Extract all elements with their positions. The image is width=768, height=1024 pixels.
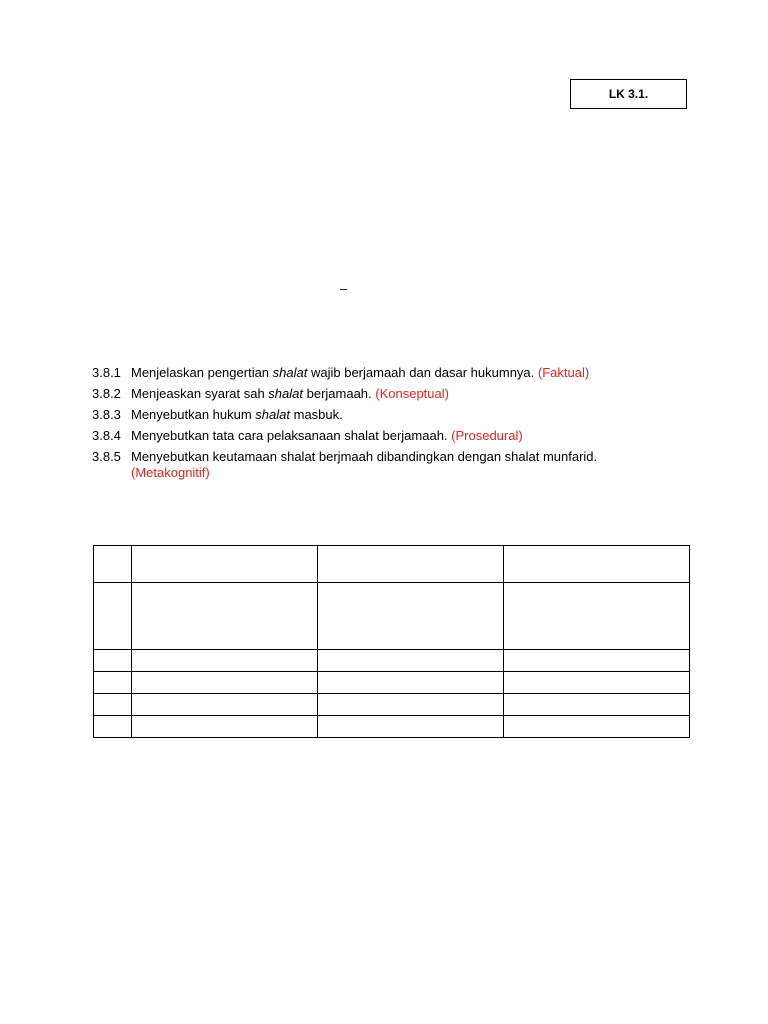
table-row — [94, 694, 690, 716]
table-cell[interactable] — [94, 694, 132, 716]
table-cell[interactable] — [94, 546, 132, 583]
indicator-item — [92, 407, 692, 423]
indicator-category-tag: (Faktual) — [537, 365, 590, 380]
indicator-item — [92, 449, 692, 481]
table-cell[interactable] — [504, 546, 690, 583]
indicator-number: 3.8.4 — [92, 428, 121, 443]
indicator-italic-term: shalat — [272, 365, 308, 380]
lk-label: LK 3.1. — [608, 87, 649, 101]
indicator-item — [92, 365, 692, 381]
indicator-number: 3.8.1 — [92, 365, 121, 380]
indicator-italic-term: shalat — [268, 386, 303, 401]
indicator-number: 3.8.5 — [92, 449, 121, 464]
table-cell[interactable] — [504, 650, 690, 672]
table-cell[interactable] — [504, 694, 690, 716]
indicator-category-tag: (Prosedural) — [451, 428, 523, 443]
table-row — [94, 583, 690, 650]
table-cell[interactable] — [132, 650, 318, 672]
table-cell[interactable] — [318, 716, 504, 738]
table-cell[interactable] — [504, 583, 690, 650]
table-cell[interactable] — [132, 716, 318, 738]
table-cell[interactable] — [318, 672, 504, 694]
table-cell[interactable] — [318, 583, 504, 650]
indicator-category-tag: (Konseptual) — [375, 386, 449, 401]
table-cell[interactable] — [94, 583, 132, 650]
table-row — [94, 672, 690, 694]
indicator-category-tag: (Metakognitif) — [131, 465, 210, 480]
table-cell[interactable] — [318, 694, 504, 716]
indicator-item — [92, 386, 692, 402]
indicator-text-part: Menyebutkan hukum — [131, 407, 256, 422]
indicator-list — [92, 365, 692, 486]
indicator-number: 3.8.2 — [92, 386, 121, 401]
table-cell[interactable] — [132, 694, 318, 716]
indicator-text — [131, 428, 692, 444]
indicator-text — [131, 365, 692, 381]
table-cell[interactable] — [94, 650, 132, 672]
table-cell[interactable] — [318, 650, 504, 672]
table-cell[interactable] — [132, 583, 318, 650]
indicator-text-part: masbuk. — [290, 407, 343, 422]
lk-label-box — [570, 79, 687, 109]
table-cell[interactable] — [318, 546, 504, 583]
indicator-text-part: berjamaah. — [303, 386, 376, 401]
indicator-text-part: wajib berjamaah dan dasar hukumnya. — [307, 365, 538, 380]
indicator-text — [131, 386, 692, 402]
worksheet-table — [93, 545, 690, 738]
indicator-item — [92, 428, 692, 444]
indicator-text-part: Menyebutkan keutamaan shalat berjmaah dibandingkan dengan shalat munfarid. — [131, 449, 598, 464]
table-row — [94, 650, 690, 672]
indicator-number: 3.8.3 — [92, 407, 121, 422]
table-cell[interactable] — [94, 672, 132, 694]
table-cell[interactable] — [132, 672, 318, 694]
indicator-italic-term: shalat — [255, 407, 290, 422]
indicator-text — [131, 407, 692, 423]
table-cell[interactable] — [94, 716, 132, 738]
table-row — [94, 716, 690, 738]
indicator-text — [131, 449, 692, 481]
dash-mark: – — [340, 281, 348, 296]
table-cell[interactable] — [504, 716, 690, 738]
table-header-row — [94, 546, 690, 583]
table-cell[interactable] — [132, 546, 318, 583]
table-cell[interactable] — [504, 672, 690, 694]
indicator-text-part: Menjelaskan pengertian — [131, 365, 273, 380]
indicator-text-part: Menyebutkan tata cara pelaksanaan shalat berjamaah. — [131, 428, 452, 443]
indicator-text-part: Menjeaskan syarat sah — [131, 386, 269, 401]
